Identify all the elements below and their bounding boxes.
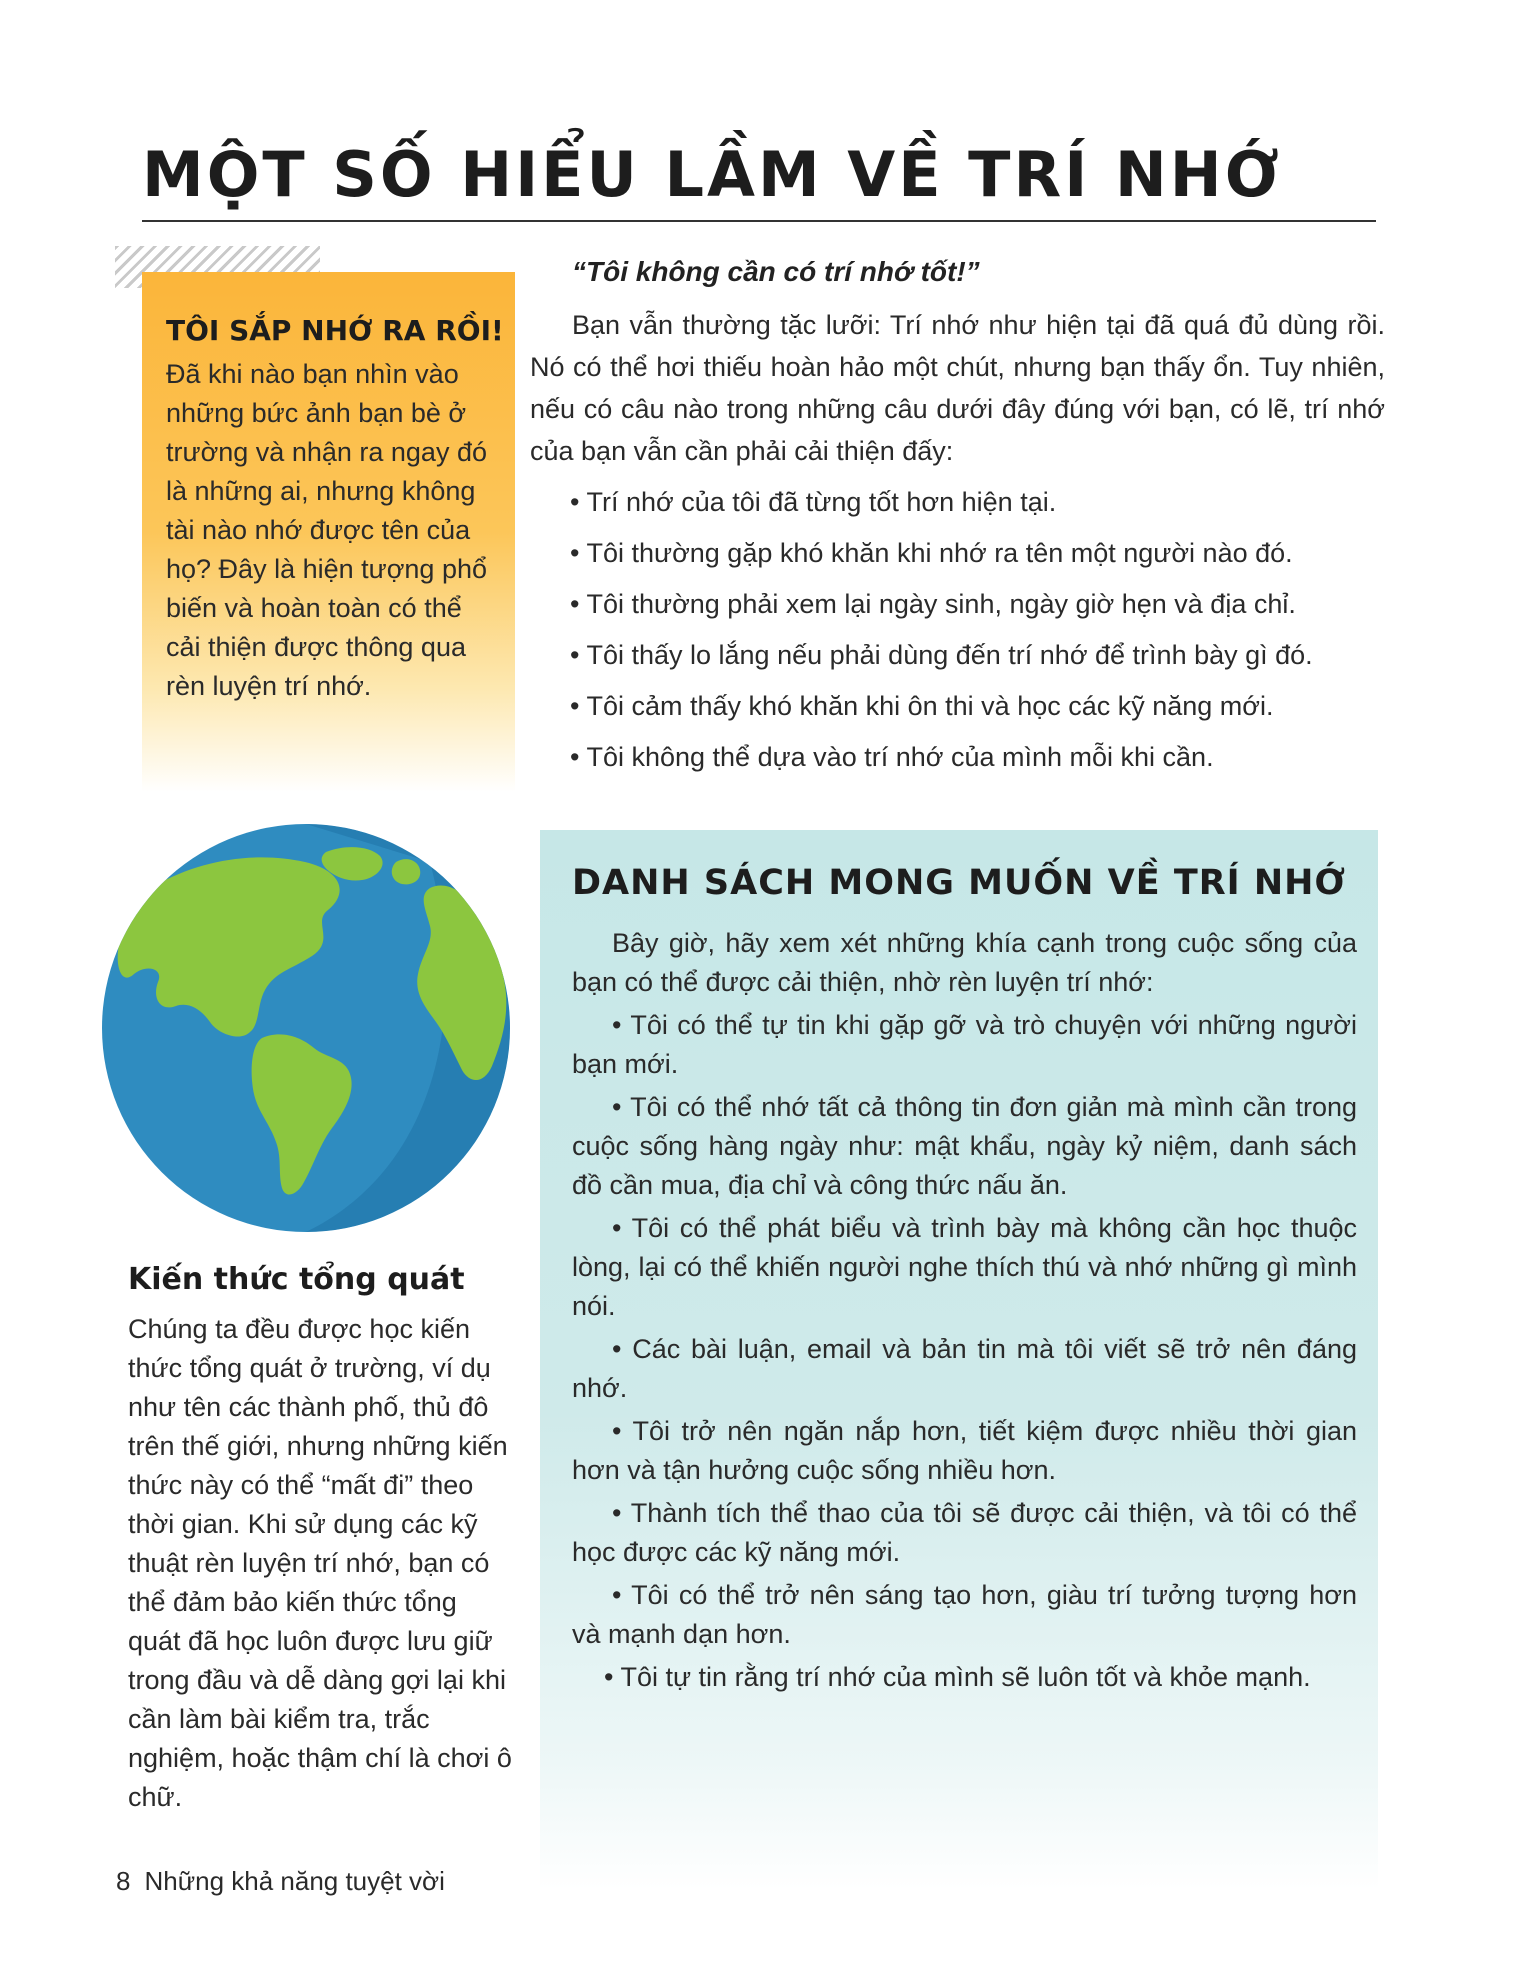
list-item: • Tôi thường phải xem lại ngày sinh, ngày giờ hẹn và địa chỉ. xyxy=(570,589,1296,619)
list-item: • Trí nhớ của tôi đã từng tốt hơn hiện tại. xyxy=(570,487,1057,517)
list-item: • Tôi có thể phát biểu và trình bày mà không cần học thuộc lòng, lại có thể khiến người nghe thích thú và nhớ những gì mình nói. xyxy=(572,1213,1357,1321)
page-title: MỘT SỐ HIỂU LẦM VỀ TRÍ NHỚ xyxy=(142,138,1282,211)
list-item: • Tôi có thể nhớ tất cả thông tin đơn giản mà mình cần trong cuộc sống hàng ngày như: mật khẩu, ngày kỷ niệm, danh sách đồ cần mua, địa chỉ và công thức nấu ăn. xyxy=(572,1092,1357,1200)
footer-text: Những khả năng tuyệt vời xyxy=(144,1866,445,1896)
list-item: • Tôi có thể trở nên sáng tạo hơn, giàu trí tưởng tượng hơn và mạnh dạn hơn. xyxy=(572,1580,1357,1649)
globe-icon xyxy=(100,822,512,1234)
list-item: • Tôi thường gặp khó khăn khi nhớ ra tên một người nào đó. xyxy=(570,538,1293,568)
list-item: • Tôi không thể dựa vào trí nhớ của mình mỗi khi cần. xyxy=(570,742,1214,772)
wishlist-title: DANH SÁCH MONG MUỐN VỀ TRÍ NHỚ xyxy=(572,863,1347,903)
islands xyxy=(392,859,421,884)
page-footer xyxy=(116,1866,445,1897)
wishlist-intro: Bây giờ, hãy xem xét những khía cạnh trong cuộc sống của bạn có thể được cải thiện, nhờ rèn luyện trí nhớ: xyxy=(572,928,1357,997)
knowledge-body: Chúng ta đều được học kiến thức tổng quát ở trường, ví dụ như tên các thành phố, thủ đô trên thế giới, nhưng những kiến thức này có thể “mất đi” theo thời gian. Khi sử dụng các kỹ thuật rèn luyện trí nhớ, bạn có thể đảm bảo kiến thức tổng quát đã học luôn được lưu giữ trong đầu và dễ dàng gợi lại khi cần làm bài kiểm tra, trắc nghiệm, hoặc thậm chí là chơi ô chữ. xyxy=(128,1314,512,1812)
misconception-quote: “Tôi không cần có trí nhớ tốt!” xyxy=(572,256,980,287)
list-item: • Tôi tự tin rằng trí nhớ của mình sẽ luôn tốt và khỏe mạnh. xyxy=(604,1662,1311,1692)
list-item: • Tôi có thể tự tin khi gặp gỡ và trò chuyện với những người bạn mới. xyxy=(572,1010,1357,1079)
sidebox-remember xyxy=(142,272,515,792)
page-number: 8 xyxy=(116,1866,131,1896)
misconception-list xyxy=(570,477,1313,783)
list-item: • Tôi trở nên ngăn nắp hơn, tiết kiệm được nhiều thời gian hơn và tận hưởng cuộc sống nhiều hơn. xyxy=(572,1416,1357,1485)
list-item: • Các bài luận, email và bản tin mà tôi viết sẽ trở nên đáng nhớ. xyxy=(572,1334,1357,1403)
misconception-intro: Bạn vẫn thường tặc lưỡi: Trí nhớ như hiện tại đã quá đủ dùng rồi. Nó có thể hơi thiếu hoàn hảo một chút, nhưng bạn thấy ổn. Tuy nhiên, nếu có câu nào trong những câu dưới đây đúng với bạn, có lẽ, trí nhớ của bạn vẫn cần phải cải thiện đấy: xyxy=(530,310,1385,466)
list-item: • Thành tích thể thao của tôi sẽ được cải thiện, và tôi có thể học được các kỹ năng mới. xyxy=(572,1498,1357,1567)
knowledge-title: Kiến thức tổng quát xyxy=(128,1262,465,1297)
title-divider xyxy=(142,220,1376,222)
list-item: • Tôi thấy lo lắng nếu phải dùng đến trí nhớ để trình bày gì đó. xyxy=(570,640,1313,670)
list-item: • Tôi cảm thấy khó khăn khi ôn thi và học các kỹ năng mới. xyxy=(570,691,1274,721)
wishlist-body xyxy=(572,924,1357,1701)
sidebox-body: Đã khi nào bạn nhìn vào những bức ảnh bạn bè ở trường và nhận ra ngay đó là những ai, nhưng không tài nào nhớ được tên của họ? Đây là hiện tượng phổ biến và hoàn toàn có thể cải thiện được thông qua rèn luyện trí nhớ. xyxy=(166,359,487,701)
sidebox-heading: TÔI SẮP NHỚ RA RỒI! xyxy=(166,314,504,347)
